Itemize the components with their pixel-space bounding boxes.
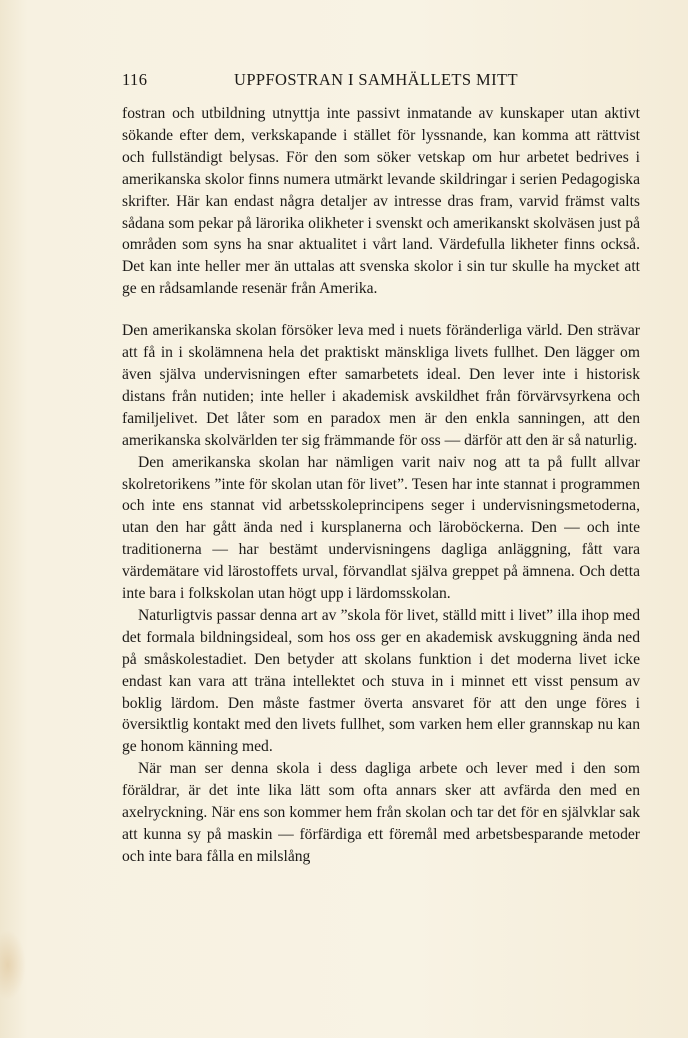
paragraph-american-school: Den amerikanska skolan försöker leva med i nuets föränderliga värld. Den strävar att få in i skolämnena hela det praktiskt mänskliga livets fullhet. Den lägger om även själva undervisningen efter samarbetets ideal. Den lever inte i historisk distans från nutiden; inte heller i akademisk avskildhet från förvärvsyrkena och familjelivet. Det låter som en paradox men är den enkla sanningen, att den amerikanska skolvärlden ter sig främmande för oss — därför att den är så naturlig. <box>122 322 640 449</box>
running-title: UPPFOSTRAN I SAMHÄLLETS MITT <box>234 70 518 89</box>
paragraph-school-for-life: Naturligtvis passar denna art av ”skola för livet, ställd mitt i livet” illa ihop med det formala bildningsideal, som hos oss ger en akademisk avskuggning ända ned på småskolestadiet. Den betyder att skolans funktion i det moderna livet icke endast kan vara att träna intellektet och stuva in i minnet ett visst pensum av boklig lärdom. Den måste fastmer överta ansvaret för att den unge föres i översiktlig kontakt med den livets fullhet, som varken hem eller grannskap nu kan ge honom känning med. <box>122 606 640 756</box>
page-header <box>122 70 526 92</box>
paragraph-naive-enough: Den amerikanska skolan har nämligen varit naiv nog att ta på fullt allvar skolretorikens ”inte för skolan utan för livet”. Tesen har inte stannat i programmen och inte ens stannat vid arbetsskoleprincipens seger i undervisningsmetoderna, utan den har gått ända ned i kursplanerna och läroböckerna. Den — och inte traditionerna — har bestämt undervisningens dagliga anläggning, fått vara värdemätare vid lärostoffets urval, förvandlat själva greppet på ämnena. Och detta inte bara i folkskolan utan högt upp i lärdomsskolan. <box>122 453 640 603</box>
paper-stain <box>0 930 26 1000</box>
page-number: 116 <box>122 70 148 89</box>
paragraph-continuation: fostran och utbildning utnyttja inte passivt inmatande av kunskaper utan aktivt sökande efter dem, verkskapande i stället för lyssnande, kan komma att rättvist och fullständigt belysas. För den som söker vetskap om hur arbetet bedrives i amerikanska skolor finns numera utmärkt levande skildringar i serien Pedagogiska skrifter. Här kan endast några detaljer av intresse dras fram, varvid främst valts sådana som pekar på lärorika olikheter i svenskt och amerikanskt skolväsen just på områden som syns ha snar aktualitet i vårt land. Värdefulla likheter finns också. Det kan inte heller mer än uttalas att svenska skolor i sin tur skulle ha mycket att ge en rådsamlande resenär från Amerika. <box>122 105 640 298</box>
body-text <box>122 103 640 868</box>
paragraph-daily-work: När man ser denna skola i dess dagliga arbete och lever med i den som föräldrar, är det inte lika lätt som ofta annars sker att avfärda den med en axelryckning. När ens son kommer hem från skolan och tar det för en självklar sak att kunna sy på maskin — förfärdiga ett föremål med arbetsbesparande metoder och inte bara fålla en milslång <box>122 760 640 865</box>
